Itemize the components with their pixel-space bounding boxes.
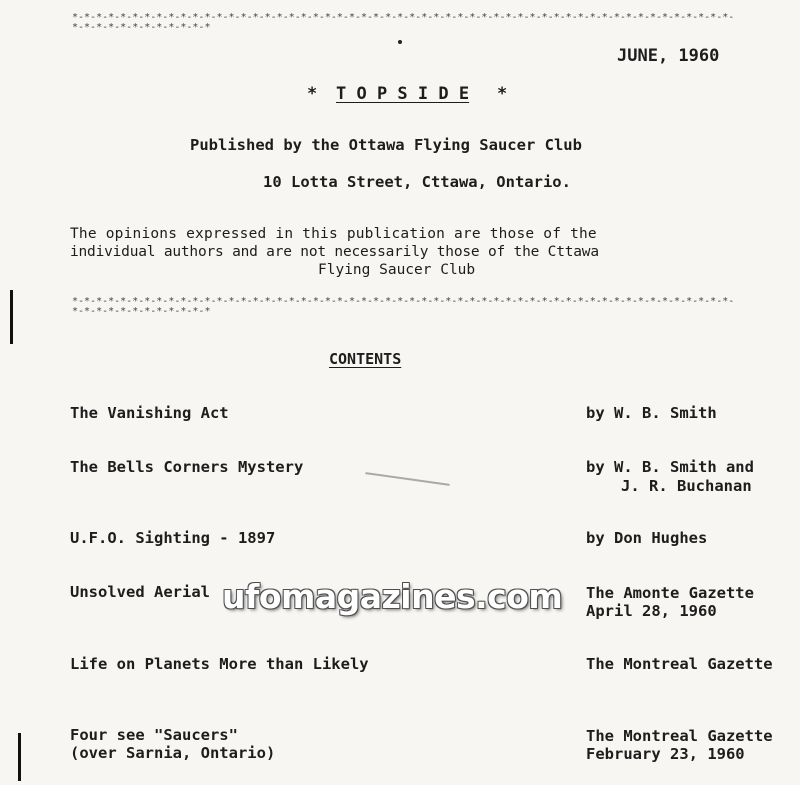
contents-source-four-see-saucers: The Montreal Gazette: [586, 727, 773, 745]
issue-date: JUNE, 1960: [617, 46, 720, 66]
contents-author-sighting-1897: by Don Hughes: [586, 529, 708, 547]
contents-author2-bells-corners: J. R. Buchanan: [621, 477, 752, 495]
contents-title-unsolved-aerial: Unsolved Aerial: [70, 583, 210, 601]
margin-mark-upper: [10, 290, 13, 344]
contents-subtitle-four-see-saucers: (over Sarnia, Ontario): [70, 744, 276, 762]
contents-date-four-see-saucers: February 23, 1960: [586, 745, 745, 763]
contents-author-vanishing-act: by W. B. Smith: [586, 404, 717, 422]
watermark: ufomagazines.com: [222, 577, 563, 616]
title-star-left: *: [307, 84, 318, 104]
contents-date-unsolved-aerial: April 28, 1960: [586, 602, 717, 620]
contents-heading: CONTENTS: [329, 350, 402, 368]
contents-title-sighting-1897: U.F.O. Sighting - 1897: [70, 529, 276, 547]
stray-dot: [398, 40, 402, 44]
contents-title-vanishing-act: The Vanishing Act: [70, 404, 229, 422]
contents-author-bells-corners: by W. B. Smith and: [586, 458, 754, 476]
address-line: 10 Lotta Street, Cttawa, Ontario.: [263, 173, 571, 191]
contents-title-life-on-planets: Life on Planets More than Likely: [70, 655, 369, 673]
disclaimer-line-1: The opinions expressed in this publication are those of the: [70, 226, 597, 242]
title-star-right: *: [497, 84, 508, 104]
newsletter-title: T O P S I D E: [336, 84, 470, 104]
ink-smudge: [365, 472, 449, 486]
disclaimer-line-2: individual authors and are not necessarily those of the Cttawa: [70, 244, 599, 260]
margin-mark-lower: [18, 733, 21, 781]
contents-source-life-on-planets: The Montreal Gazette: [586, 655, 773, 673]
top-asterisk-rule: *-*-*-*-*-*-*-*-*-*-*-*-*-*-*-*-*-*-*-*-*-*-*-*-*-*-*-*-*-*-*-*-*-*-*-*-*-*-*-*-*-*-*-*-*-*-*-*-*-*-*-*-*-*-*-*-*-*-*-*-*-*-*-*-*-*-*: [72, 12, 735, 33]
contents-title-four-see-saucers: Four see "Saucers": [70, 726, 238, 744]
publisher-line: Published by the Ottawa Flying Saucer Club: [190, 136, 582, 154]
bottom-asterisk-rule: *-*-*-*-*-*-*-*-*-*-*-*-*-*-*-*-*-*-*-*-*-*-*-*-*-*-*-*-*-*-*-*-*-*-*-*-*-*-*-*-*-*-*-*-*-*-*-*-*-*-*-*-*-*-*-*-*-*-*-*-*-*-*-*-*-*-*: [72, 296, 735, 317]
contents-title-bells-corners: The Bells Corners Mystery: [70, 458, 304, 476]
disclaimer-line-3: Flying Saucer Club: [318, 262, 476, 278]
contents-source-unsolved-aerial: The Amonte Gazette: [586, 584, 754, 602]
